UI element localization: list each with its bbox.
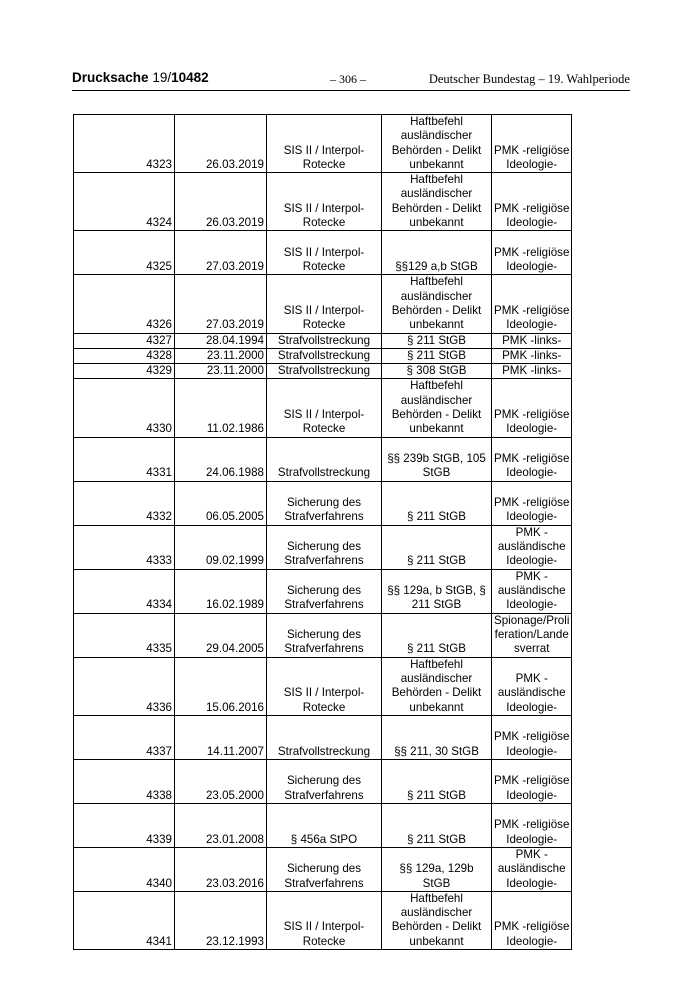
parliament-title: Deutscher Bundestag – 19. Wahlperiode (428, 72, 630, 86)
cell-date-text: 09.02.1999 (205, 554, 264, 568)
cell-law-text: §§ 129a, 129b StGB (399, 862, 474, 890)
cell-category (492, 657, 572, 715)
cell-category (492, 613, 572, 657)
table-row (74, 759, 572, 803)
cell-law (382, 891, 492, 949)
cell-category-text: PMK -links- (502, 364, 562, 378)
cell-category (492, 437, 572, 481)
cell-law (382, 379, 492, 437)
document-number (72, 70, 209, 85)
cell-law-text: Haftbefehl ausländischer Behörden - Delikt unbekannt (391, 379, 482, 436)
cell-type (267, 481, 382, 525)
cell-id (74, 333, 175, 348)
cell-category-text: PMK -religiöse Ideologie- (494, 408, 570, 436)
cell-type-text: Sicherung des Strafverfahrens (284, 496, 364, 524)
cell-law-text: Haftbefehl ausländischer Behörden - Delikt unbekannt (391, 115, 482, 171)
cell-date-text: 23.05.2000 (205, 788, 264, 802)
cell-category-text: PMK -links- (502, 348, 562, 362)
cell-category-text: PMK -religiöse Ideologie- (494, 730, 570, 758)
cell-category (492, 231, 572, 275)
cell-law (382, 481, 492, 525)
cell-category (492, 569, 572, 613)
cell-id-text: 4340 (146, 876, 172, 890)
cell-law-text: § 308 StGB (406, 364, 467, 378)
cell-type (267, 173, 382, 231)
cell-id-text: 4336 (146, 700, 172, 714)
cell-category (492, 275, 572, 333)
cell-id-text: 4323 (146, 157, 172, 171)
table-row (74, 275, 572, 333)
cell-category-text: PMK -religiöse Ideologie- (494, 245, 570, 274)
table-row (74, 364, 572, 379)
cell-id (74, 847, 175, 891)
page-number: – 306 – (330, 72, 366, 86)
cell-type (267, 525, 382, 569)
cell-date (175, 891, 267, 949)
cell-date (175, 803, 267, 847)
table-row (74, 803, 572, 847)
cell-type (267, 348, 382, 363)
cell-date-text: 23.11.2000 (206, 348, 264, 362)
cell-id-text: 4330 (146, 422, 172, 436)
cell-law-text: § 211 StGB (406, 642, 467, 656)
cell-type-text: SIS II / Interpol- Rotecke (283, 408, 365, 436)
cell-date-text: 23.01.2008 (205, 832, 264, 846)
cell-category (492, 364, 572, 379)
cell-date-text: 26.03.2019 (205, 216, 264, 230)
cell-law (382, 115, 492, 173)
page-header (72, 70, 630, 91)
cell-category-text: PMK - ausländische Ideologie- (497, 525, 566, 568)
cell-law (382, 364, 492, 379)
cell-type-text: Sicherung des Strafverfahrens (284, 862, 364, 890)
cell-type-text: Sicherung des Strafverfahrens (284, 628, 364, 656)
cell-law-text: Haftbefehl ausländischer Behörden - Delikt unbekannt (391, 275, 482, 332)
cell-type (267, 891, 382, 949)
cell-id (74, 437, 175, 481)
cell-id-text: 4327 (146, 333, 172, 347)
cell-law (382, 657, 492, 715)
cell-law-text: § 211 StGB (406, 333, 467, 347)
cell-type (267, 333, 382, 348)
cell-law (382, 231, 492, 275)
cell-law (382, 173, 492, 231)
cell-date (175, 173, 267, 231)
cell-category (492, 173, 572, 231)
cell-type-text: Strafvollstreckung (277, 744, 371, 758)
cell-id (74, 759, 175, 803)
cell-date (175, 759, 267, 803)
cell-type-text: Strafvollstreckung (277, 333, 371, 347)
cell-category-text: PMK -religiöse Ideologie- (494, 496, 570, 524)
cell-id-text: 4332 (146, 510, 172, 524)
cell-type (267, 613, 382, 657)
cell-id-text: 4338 (146, 788, 172, 802)
table-row (74, 715, 572, 759)
cell-category (492, 759, 572, 803)
cell-id (74, 657, 175, 715)
cell-id (74, 613, 175, 657)
cell-category (492, 803, 572, 847)
cell-date-text: 26.03.2019 (205, 157, 264, 171)
cell-law (382, 847, 492, 891)
cell-law (382, 715, 492, 759)
cell-type (267, 231, 382, 275)
cell-date-text: 28.04.1994 (205, 333, 264, 347)
table-row (74, 333, 572, 348)
cell-law-text: Haftbefehl ausländischer Behörden - Delikt unbekannt (391, 891, 482, 948)
cell-date (175, 333, 267, 348)
cell-law (382, 333, 492, 348)
cell-category-text: PMK -religiöse Ideologie- (494, 452, 570, 480)
cell-law-text: Haftbefehl ausländischer Behörden - Delikt unbekannt (391, 657, 482, 714)
cell-category-text: PMK -religiöse Ideologie- (494, 201, 570, 230)
cell-law (382, 613, 492, 657)
cell-id (74, 379, 175, 437)
table-row (74, 847, 572, 891)
cell-category (492, 481, 572, 525)
cell-law-text: § 211 StGB (406, 554, 467, 568)
cell-category-text: PMK -religiöse Ideologie- (494, 303, 570, 332)
cell-type (267, 759, 382, 803)
cell-date (175, 481, 267, 525)
table-body (74, 115, 572, 950)
cell-type (267, 657, 382, 715)
cell-date (175, 231, 267, 275)
cell-id-text: 4335 (146, 642, 172, 656)
cell-type (267, 569, 382, 613)
cell-date-text: 24.06.1988 (205, 466, 264, 480)
cell-id (74, 348, 175, 363)
cell-date (175, 569, 267, 613)
cell-category (492, 525, 572, 569)
cell-law (382, 275, 492, 333)
cell-id (74, 891, 175, 949)
cell-date (175, 847, 267, 891)
cell-id (74, 115, 175, 173)
table-row (74, 379, 572, 437)
cell-law-text: § 211 StGB (406, 510, 467, 524)
cell-type-text: Sicherung des Strafverfahrens (284, 584, 364, 612)
cell-id-text: 4329 (146, 364, 172, 378)
cell-date (175, 115, 267, 173)
table-row (74, 481, 572, 525)
cell-date-text: 27.03.2019 (205, 318, 264, 332)
cell-law (382, 569, 492, 613)
cell-date (175, 364, 267, 379)
cell-type-text: SIS II / Interpol- Rotecke (283, 245, 365, 274)
data-table (73, 114, 572, 950)
table-row (74, 348, 572, 363)
cell-id (74, 275, 175, 333)
doc-label: Drucksache (72, 70, 149, 85)
cell-type-text: Strafvollstreckung (277, 364, 371, 378)
cell-law (382, 803, 492, 847)
cell-type-text: SIS II / Interpol- Rotecke (283, 201, 365, 230)
cell-date-text: 23.03.2016 (205, 876, 264, 890)
cell-category-text: Spionage/Proli feration/Lande sverrat (494, 613, 570, 656)
cell-date-text: 14.11.2007 (206, 744, 264, 758)
cell-type-text: Strafvollstreckung (277, 348, 371, 362)
cell-date-text: 29.04.2005 (205, 642, 264, 656)
cell-type (267, 275, 382, 333)
cell-category (492, 333, 572, 348)
cell-date (175, 275, 267, 333)
cell-id (74, 173, 175, 231)
doc-number: 10482 (171, 70, 209, 85)
cell-id-text: 4334 (146, 598, 172, 612)
cell-category-text: PMK -religiöse Ideologie- (494, 143, 570, 171)
cell-id (74, 481, 175, 525)
cell-category (492, 115, 572, 173)
cell-id (74, 803, 175, 847)
table-row (74, 173, 572, 231)
cell-type-text: SIS II / Interpol- Rotecke (283, 920, 365, 948)
cell-category (492, 847, 572, 891)
cell-law-text: § 211 StGB (406, 348, 467, 362)
cell-law-text: §§ 211, 30 StGB (394, 744, 479, 758)
cell-id (74, 525, 175, 569)
cell-category (492, 379, 572, 437)
cell-date (175, 715, 267, 759)
cell-date (175, 613, 267, 657)
cell-date (175, 348, 267, 363)
cell-type-text: Sicherung des Strafverfahrens (284, 540, 364, 568)
cell-law-text: §§ 129a, b StGB, § 211 StGB (387, 584, 486, 612)
cell-id-text: 4328 (146, 348, 172, 362)
cell-date-text: 11.02.1986 (206, 422, 264, 436)
cell-date-text: 27.03.2019 (205, 260, 264, 274)
cell-type (267, 847, 382, 891)
cell-category-text: PMK - ausländische Ideologie- (497, 847, 566, 890)
cell-category (492, 891, 572, 949)
cell-category-text: PMK -religiöse Ideologie- (494, 818, 570, 846)
cell-date (175, 525, 267, 569)
table-row (74, 231, 572, 275)
cell-type (267, 715, 382, 759)
cell-law (382, 525, 492, 569)
cell-date-text: 23.12.1993 (205, 934, 264, 948)
cell-id-text: 4333 (146, 554, 172, 568)
cell-date (175, 657, 267, 715)
cell-type-text: SIS II / Interpol- Rotecke (283, 303, 365, 332)
cell-id-text: 4324 (146, 216, 172, 230)
cell-category (492, 348, 572, 363)
cell-date-text: 16.02.1989 (205, 598, 264, 612)
cell-date (175, 379, 267, 437)
cell-type-text: SIS II / Interpol- Rotecke (283, 143, 365, 171)
cell-date-text: 23.11.2000 (206, 364, 264, 378)
cell-id-text: 4331 (146, 466, 172, 480)
cell-id-text: 4325 (146, 260, 172, 274)
cell-type-text: SIS II / Interpol- Rotecke (283, 686, 365, 714)
cell-type (267, 437, 382, 481)
cell-date-text: 15.06.2016 (205, 700, 264, 714)
cell-type-text: § 456a StPO (290, 832, 358, 846)
cell-type (267, 364, 382, 379)
cell-law-text: §§129 a,b StGB (395, 260, 478, 274)
table-row (74, 115, 572, 173)
cell-id-text: 4326 (146, 318, 172, 332)
cell-type (267, 379, 382, 437)
cell-date (175, 437, 267, 481)
table-row (74, 891, 572, 949)
cell-category-text: PMK - ausländische Ideologie- (497, 569, 566, 612)
table-row (74, 437, 572, 481)
cell-category-text: PMK - ausländische Ideologie- (497, 671, 566, 714)
cell-id (74, 569, 175, 613)
cell-id-text: 4337 (146, 744, 172, 758)
cell-id (74, 231, 175, 275)
cell-id-text: 4339 (146, 832, 172, 846)
cell-law-text: § 211 StGB (406, 832, 467, 846)
cell-id-text: 4341 (146, 934, 172, 948)
cell-date-text: 06.05.2005 (205, 510, 264, 524)
table-row (74, 613, 572, 657)
table-row (74, 657, 572, 715)
cell-category-text: PMK -religiöse Ideologie- (494, 920, 570, 948)
cell-law-text: Haftbefehl ausländischer Behörden - Delikt unbekannt (391, 173, 482, 230)
cell-law (382, 759, 492, 803)
cell-category-text: PMK -links- (502, 333, 562, 347)
cell-law-text: § 211 StGB (406, 788, 467, 802)
cell-type-text: Strafvollstreckung (277, 466, 371, 480)
cell-type-text: Sicherung des Strafverfahrens (284, 774, 364, 802)
cell-law (382, 348, 492, 363)
cell-law-text: §§ 239b StGB, 105 StGB (387, 452, 486, 480)
cell-type (267, 803, 382, 847)
cell-category-text: PMK -religiöse Ideologie- (494, 774, 570, 802)
cell-category (492, 715, 572, 759)
table-row (74, 525, 572, 569)
cell-type (267, 115, 382, 173)
cell-law (382, 437, 492, 481)
cell-id (74, 364, 175, 379)
cell-id (74, 715, 175, 759)
doc-prefix: 19/ (152, 70, 172, 85)
table-row (74, 569, 572, 613)
